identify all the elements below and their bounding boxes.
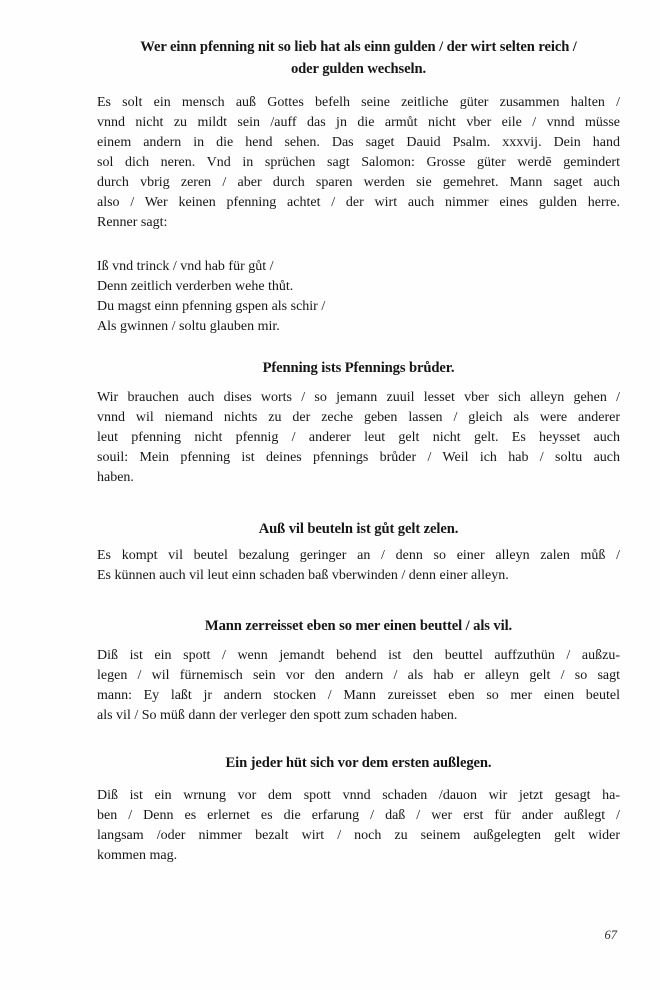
document-body: [97, 36, 620, 866]
heading-line: Pfenning ists Pfennings brůder.: [262, 360, 455, 376]
paragraph-line: ben / Denn es erlernet es die erfarung / daß / wer erst für ander außlegt /: [97, 808, 620, 823]
verse-block: [97, 257, 620, 337]
paragraph-line: kommen mag.: [97, 848, 178, 863]
paragraph-line: Es kompt vil beutel bezalung geringer an / denn so einer alleyn zalen můß /: [97, 548, 620, 563]
section-heading: [97, 518, 620, 540]
paragraph-line: als vil / So müß dann der verleger den spott zum schaden haben.: [97, 708, 458, 723]
paragraph-line: Diß ist ein wrnung vor dem spott vnnd schaden /dauon wir jetzt gesagt ha-: [97, 788, 620, 803]
paragraph-line: mann: Ey laßt jr andern stocken / Mann zureisset eben so mer einen beutel: [97, 688, 620, 703]
verse-line: Als gwinnen / soltu glauben mir.: [97, 319, 280, 334]
paragraph-block: [97, 388, 620, 488]
paragraph-block: [97, 646, 620, 726]
paragraph-block: [97, 93, 620, 233]
heading-line: oder gulden wechseln.: [290, 61, 427, 77]
heading-line: Wer einn pfenning nit so lieb hat als einn gulden / der wirt selten reich /: [140, 39, 577, 55]
page-number: 67: [604, 928, 617, 942]
paragraph-line: leut pfenning nicht pfennig / anderer leut gelt nicht gelt. Es heysset auch: [97, 430, 620, 445]
paragraph-line: einem andern in die hend sehen. Das saget Dauid Psalm. xxxvij. Dein hand: [97, 135, 620, 150]
paragraph-line: Wir brauchen auch dises worts / so jemann zuuil lesset vber sich alleyn gehen /: [97, 390, 620, 405]
paragraph-line: Es künnen auch vil leut einn schaden baß vberwinden / denn einer alleyn.: [97, 568, 509, 583]
paragraph-line: Es solt ein mensch auß Gottes befelh seine zeitliche güter zusammen halten /: [97, 95, 620, 110]
verse-line: Iß vnd trinck / vnd hab für gůt /: [97, 259, 274, 274]
section-heading: [97, 752, 620, 774]
section-heading: [97, 357, 620, 379]
heading-line: Ein jeder hüt sich vor dem ersten außlegen.: [225, 755, 492, 771]
heading-line: Mann zerreisset eben so mer einen beuttel / als vil.: [204, 618, 513, 634]
paragraph-block: [97, 546, 620, 586]
paragraph-line: Renner sagt:: [97, 215, 168, 230]
verse-line: Denn zeitlich verderben wehe thůt.: [97, 279, 294, 294]
paragraph-line: langsam /oder nimmer bezalt wirt / noch zu seinem außgelegten gelt wider: [97, 828, 620, 843]
paragraph-line: also / Wer keinen pfenning achtet / der wirt auch nimmer eines gulden herre.: [97, 195, 620, 210]
verse-line: Du magst einn pfenning gspen als schir /: [97, 299, 326, 314]
paragraph-line: vnnd nicht zu mildt sein /auff das jn die armůt nicht vber eile / vnnd müsse: [97, 115, 620, 130]
section-heading: [97, 615, 620, 637]
paragraph-block: [97, 786, 620, 866]
paragraph-line: Diß ist ein spott / wenn jemandt behend ist den beuttel auffzuthün / außzu-: [97, 648, 620, 663]
paragraph-line: sol dich neren. Vnd in sprüchen sagt Salomon: Grosse güter werdē gemindert: [97, 155, 620, 170]
paragraph-line: legen / wil fürnemisch sein vor den andern / als hab er alleyn gelt / so sagt: [97, 668, 620, 683]
paragraph-line: souil: Mein pfenning ist deines pfennings brůder / Weil ich hab / soltu auch: [97, 450, 620, 465]
paragraph-line: durch vbrig zeren / aber durch sparen werden sie gemehret. Mann saget auch: [97, 175, 620, 190]
paragraph-line: haben.: [97, 470, 134, 485]
section-heading: [97, 36, 620, 80]
paragraph-line: vnnd wil niemand nichts zu der zeche geben lassen / gleich als were anderer: [97, 410, 620, 425]
heading-line: Auß vil beuteln ist gůt gelt zelen.: [258, 521, 459, 537]
